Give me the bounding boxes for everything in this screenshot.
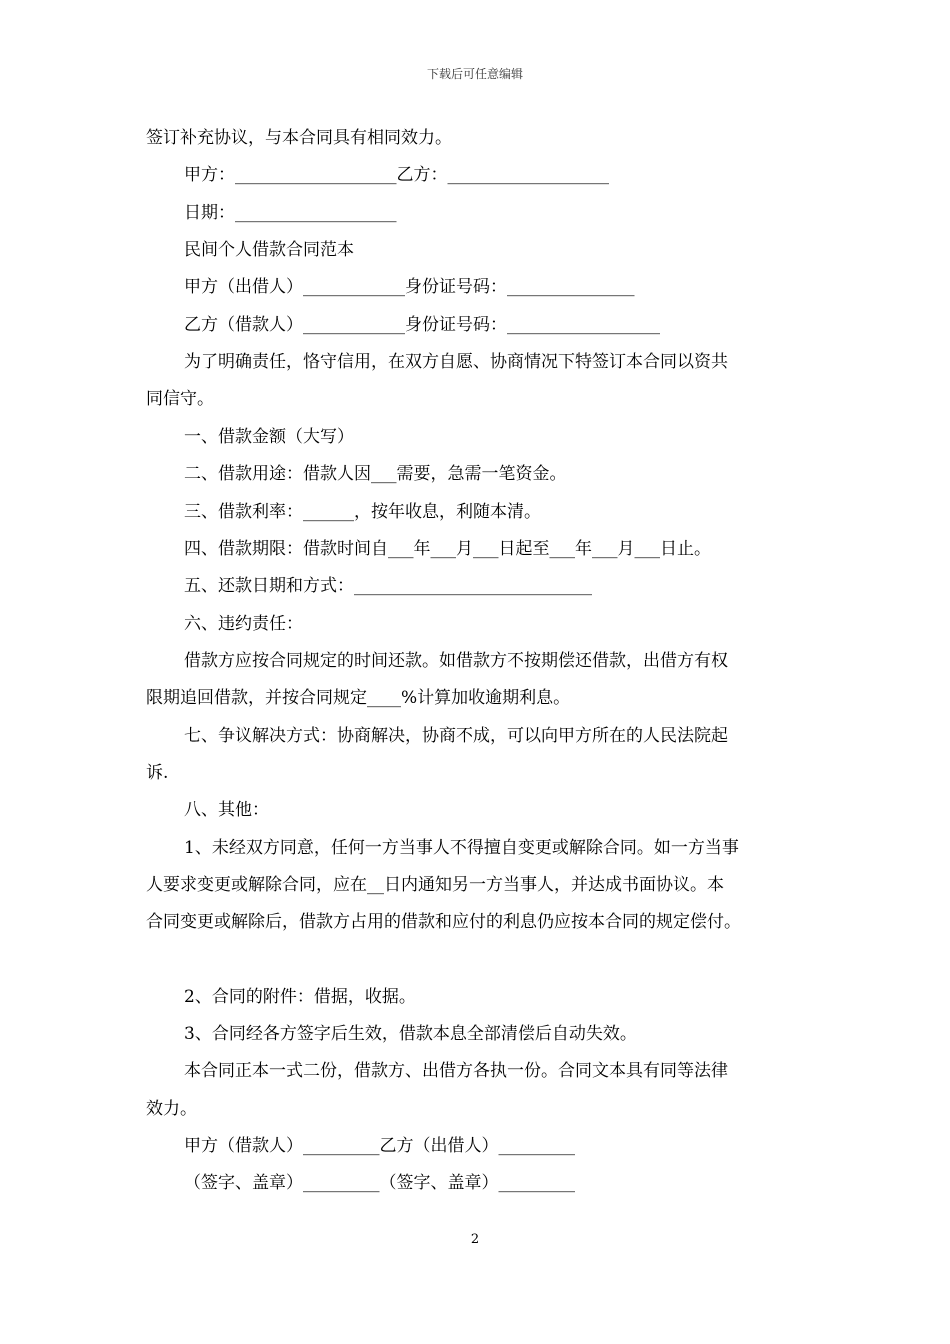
clause-heading: 七、争议解决方式：协商解决，协商不成，可以向甲方所在的人民法院起 (184, 726, 728, 746)
clause-heading: 五、还款日期和方式：____________________________ (184, 576, 592, 596)
text-line: 甲方（出借人）____________身份证号码：_______________ (184, 277, 635, 297)
text-line: 为了明确责任，恪守信用，在双方自愿、协商情况下特签订本合同以资共 (184, 352, 728, 372)
clause-heading: 八、其他： (184, 800, 269, 820)
text-line: 2、合同的附件：借据，收据。 (184, 987, 416, 1007)
text-line: 乙方（借款人）____________身份证号码：__________________ (184, 315, 660, 335)
text-line: 甲方：___________________乙方：___________________ (184, 165, 609, 185)
text-line: 3、合同经各方签字后生效，借款本息全部清偿后自动失效。 (184, 1024, 637, 1044)
text-line: 本合同正本一式二份，借款方、出借方各执一份。合同文本具有同等法律 (184, 1061, 728, 1081)
text-line: 同信守。 (146, 389, 214, 409)
clause-heading: 一、借款金额（大写） (184, 427, 354, 447)
text-line: 人要求变更或解除合同，应在__日内通知另一方当事人，并达成书面协议。本 (146, 875, 724, 895)
signature-line: 甲方（借款人）_________乙方（出借人）_________ (184, 1136, 575, 1156)
page-header: 下载后可任意编辑 (426, 67, 523, 81)
text-line: 1、未经双方同意，任何一方当事人不得擅自变更或解除合同。如一方当事 (184, 838, 739, 858)
text-line: 签订补充协议，与本合同具有相同效力。 (146, 128, 452, 148)
text-line: 诉. (146, 763, 169, 783)
clause-heading: 三、借款利率：______，按年收息，利随本清。 (184, 502, 541, 522)
clause-heading: 四、借款期限：借款时间自___年___月___日起至___年___月___日止。 (184, 539, 711, 559)
text-line: 日期：___________________ (184, 203, 397, 223)
text-line: 合同变更或解除后，借款方占用的借款和应付的利息仍应按本合同的规定偿付。 (146, 912, 741, 932)
page-number: 2 (470, 1232, 480, 1247)
text-line: 借款方应按合同规定的时间还款。如借款方不按期偿还借款，出借方有权 (184, 651, 728, 671)
text-line: 限期追回借款，并按合同规定____%计算加收逾期利息。 (146, 688, 571, 708)
document-title: 民间个人借款合同范本 (184, 240, 354, 260)
clause-heading: 二、借款用途：借款人因___需要，急需一笔资金。 (184, 464, 567, 484)
text-line: 效力。 (146, 1099, 197, 1119)
clause-heading: 六、违约责任： (184, 614, 303, 634)
signature-line: （签字、盖章）_________（签字、盖章）_________ (184, 1173, 575, 1193)
